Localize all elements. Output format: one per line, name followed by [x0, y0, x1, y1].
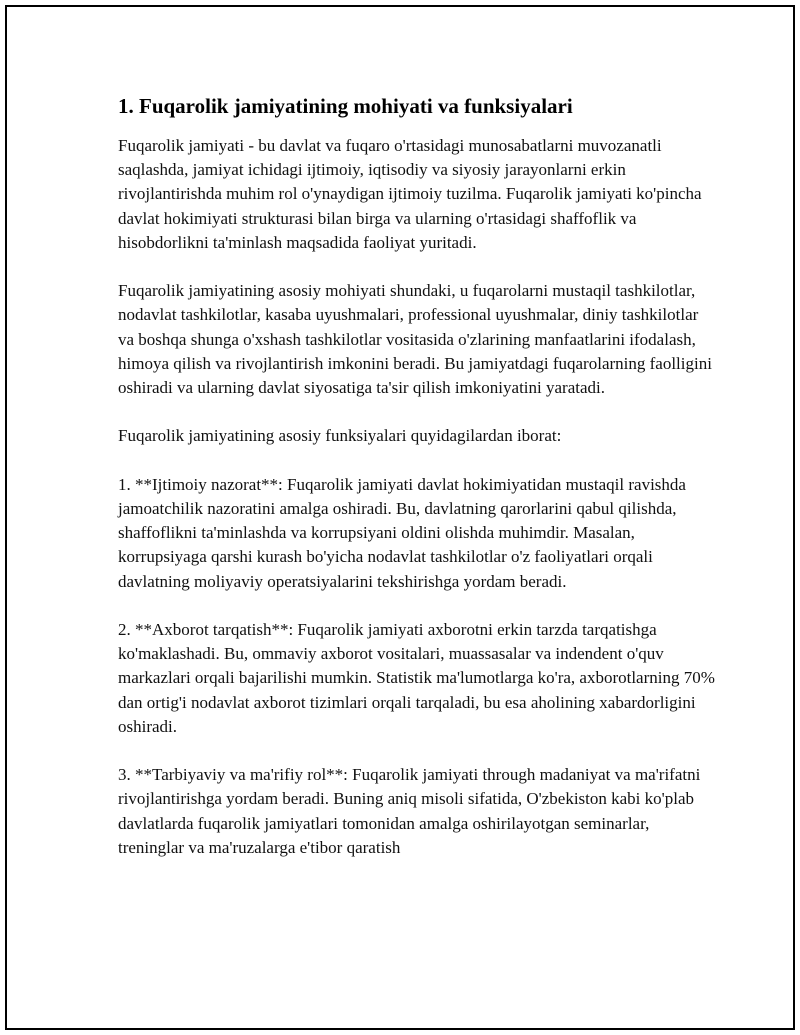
paragraph-function-information: 2. **Axborot tarqatish**: Fuqarolik jamiyati axborotni erkin tarzda tarqatishga ko'maklashadi. Bu, ommaviy axborot vositalari, muassasalar va indendent o'quv markazlari orqali bajarilishi mumkin. Statistik ma'lumotlarga ko'ra, axborotlarning 70% dan ortig'i nodavlat axborot tizimlari orqali tarqaladi, bu esa aholining xabardorligini oshiradi.: [118, 620, 715, 736]
paragraph-function-social-control: 1. **Ijtimoiy nazorat**: Fuqarolik jamiyati davlat hokimiyatidan mustaqil ravishda jamoatchilik nazoratini amalga oshiradi. Bu, davlatning qarorlarini qabul qilishda, shaffoflikni ta'minlashda va korrupsiyani oldini olishda muhimdir. Masalan, korrupsiyaga qarshi kurash bo'yicha nodavlat tashkilotlar o'z faoliyatlari orqali davlatning moliyaviy operatsiyalarini tekshirishga yordam beradi.: [118, 474, 686, 591]
document-body: [118, 92, 718, 884]
section-title: 1. Fuqarolik jamiyatining mohiyati va funksiyalari: [118, 94, 573, 118]
paragraph-functions-intro: Fuqarolik jamiyatining asosiy funksiyalari quyidagilardan iborat:: [118, 426, 562, 446]
paragraph-definition: Fuqarolik jamiyati - bu davlat va fuqaro o'rtasidagi munosabatlarni muvozanatli saqlashda, jamiyat ichidagi ijtimoiy, iqtisodiy va siyosiy jarayonlarni erkin rivojlantirishda muhim rol o'ynaydigan ijtimoiy tuzilma. Fuqarolik jamiyati ko'pincha davlat hokimiyati strukturasi bilan birga va ularning o'rtasidagi shaffoflik va hisobdorlikni ta'minlash maqsadida faoliyat yuritadi.: [118, 136, 702, 252]
paragraph-essence: Fuqarolik jamiyatining asosiy mohiyati shundaki, u fuqarolarni mustaqil tashkilotlar, nodavlat tashkilotlar, kasaba uyushmalari, professional uyushmalar, diniy tashkilotlar va boshqa shunga o'xshash tashkilotlar vositasida o'zlarining manfaatlarini ifodalash, himoya qilish va rivojlantirish imkonini beradi. Bu jamiyatdagi fuqarolarning faolligini oshiradi va ularning davlat siyosatiga ta'sir qilish imkoniyatini yaratadi.: [118, 281, 712, 398]
paragraph-function-educational: 3. **Tarbiyaviy va ma'rifiy rol**: Fuqarolik jamiyati through madaniyat va ma'rifatni rivojlantirishga yordam beradi. Buning aniq misoli sifatida, O'zbekiston kabi ko'plab davlatlarda fuqarolik jamiyatlari tomonidan amalga oshirilayotgan seminarlar, treninglar va ma'ruzalarga e'tibor qaratish: [118, 765, 701, 857]
